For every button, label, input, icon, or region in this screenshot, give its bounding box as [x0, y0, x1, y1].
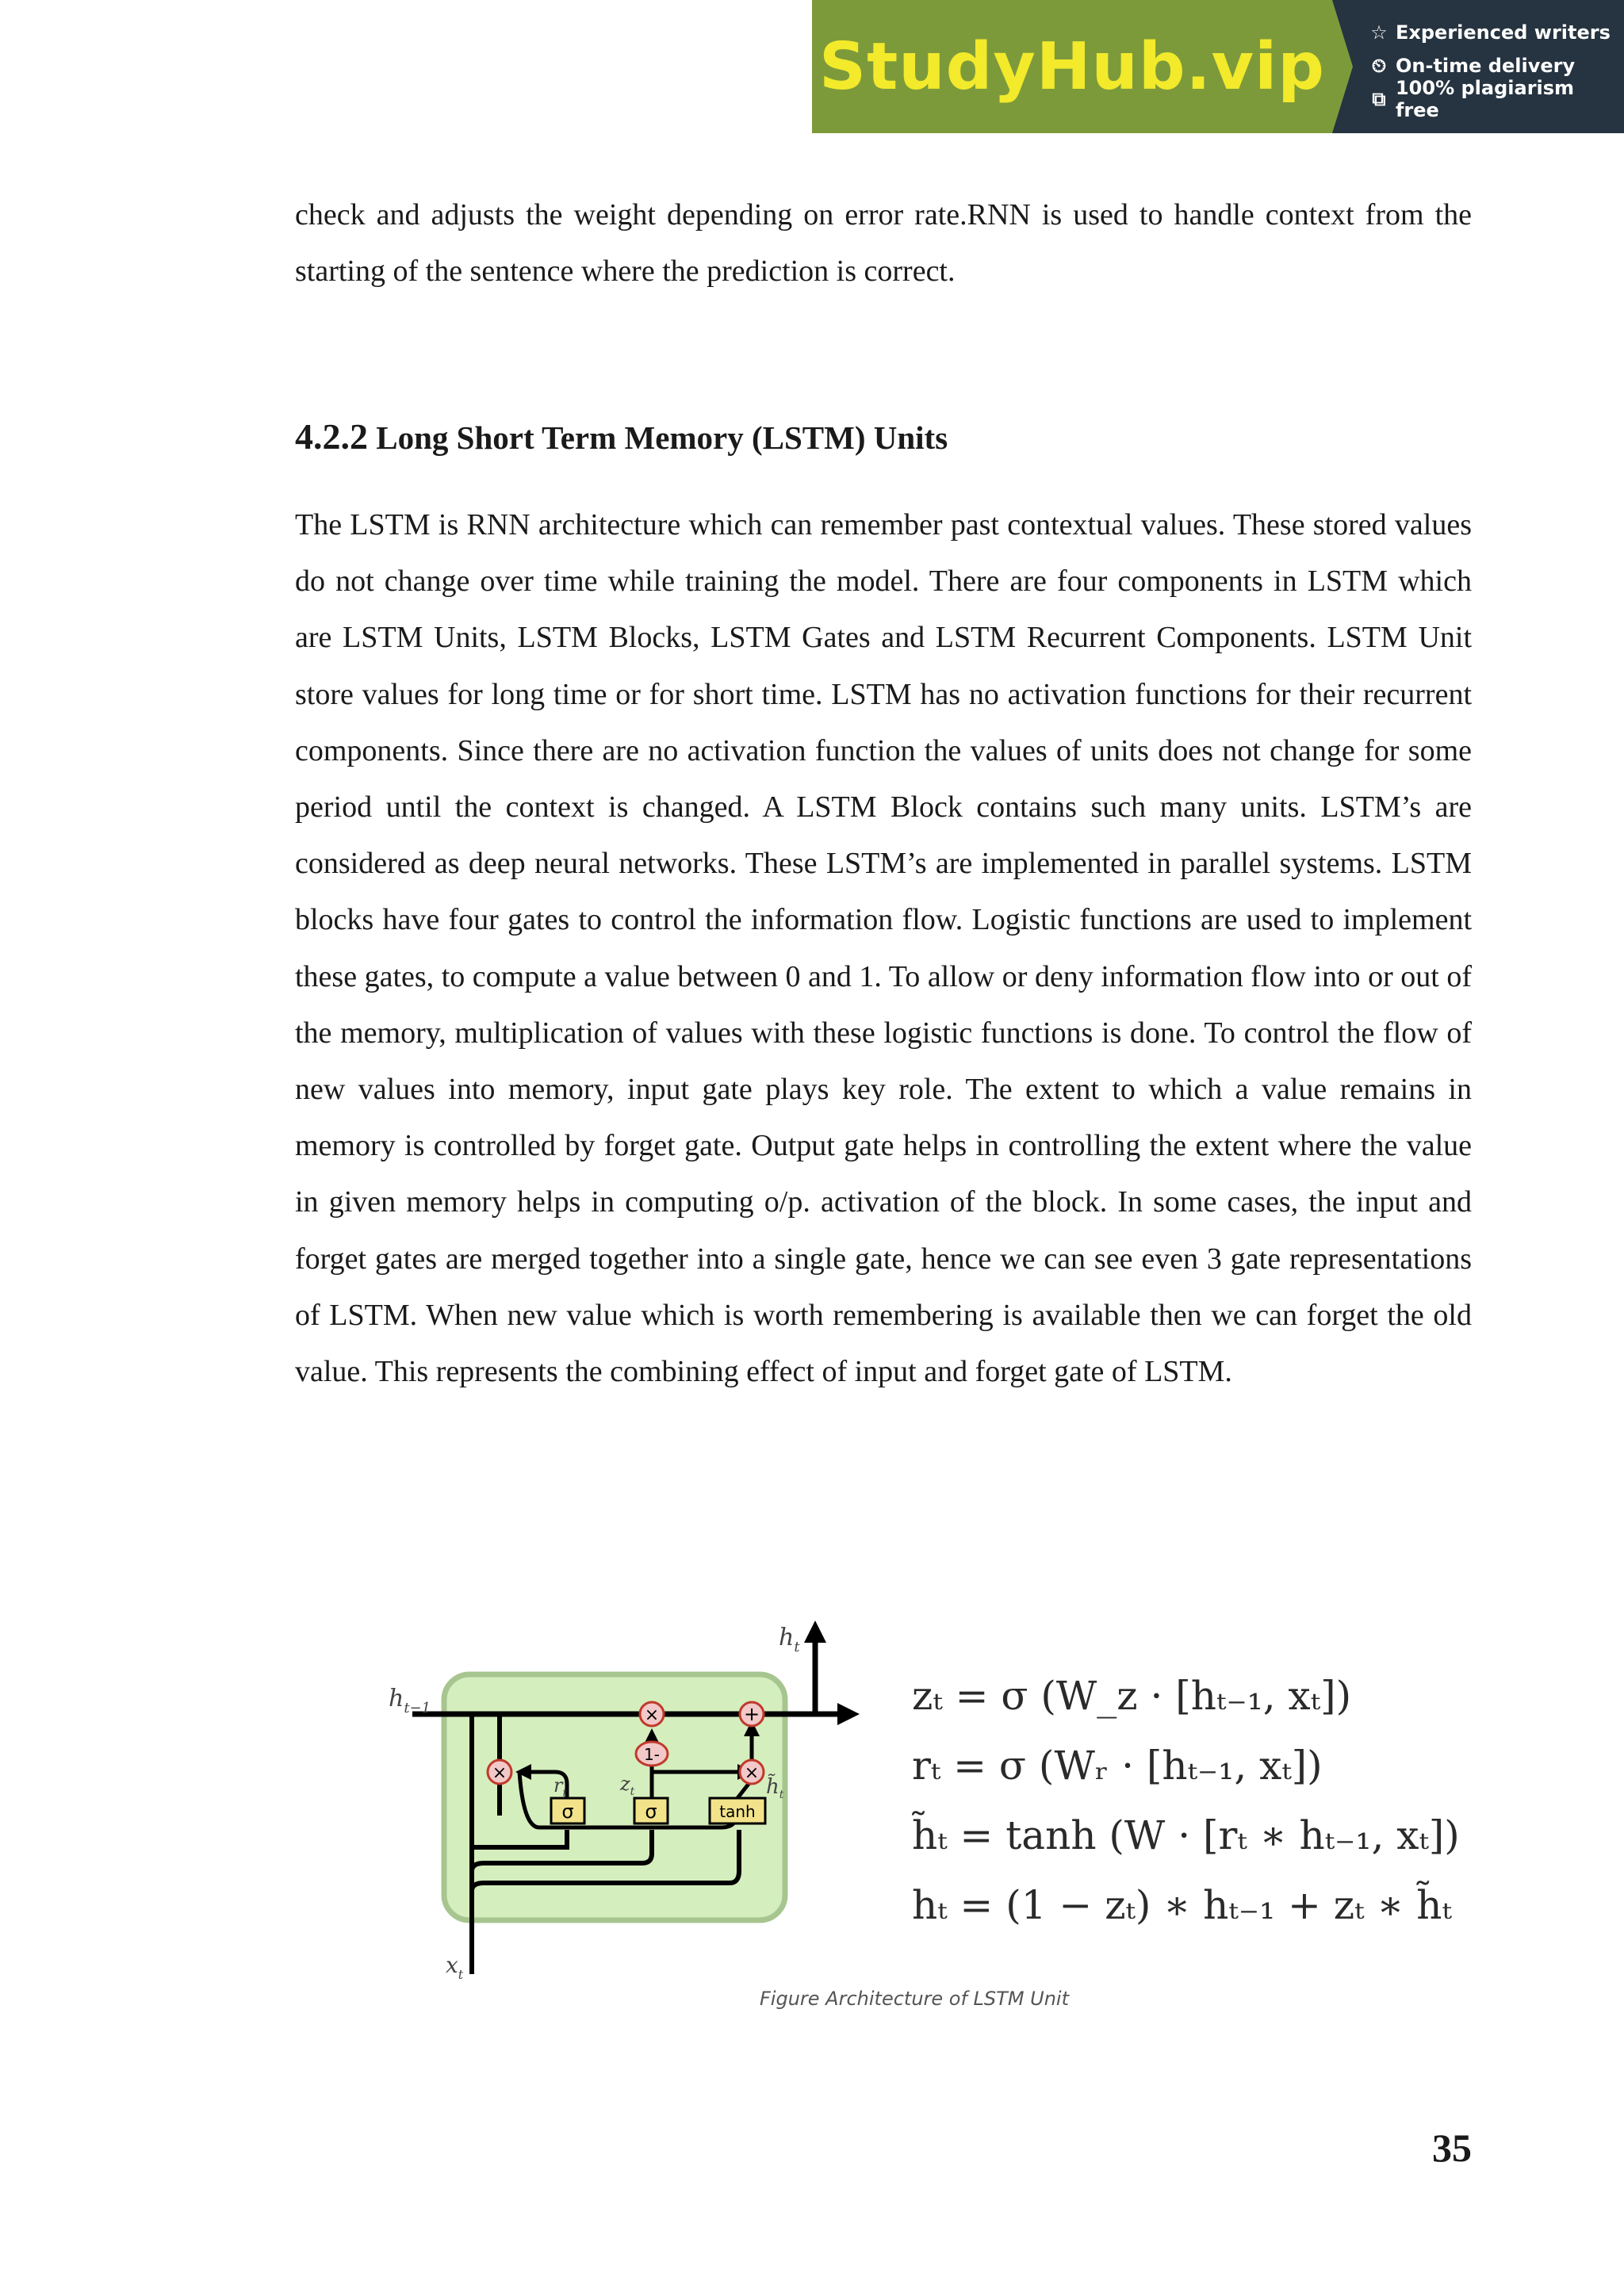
- gru-equations: [912, 1661, 1460, 1940]
- forget-multiply-symbol: ×: [644, 1705, 660, 1725]
- label-h-out: $h_t$: [779, 1624, 800, 1655]
- lstm-unit-diagram: [373, 1617, 912, 1990]
- section-heading: [295, 408, 948, 466]
- banner-chevron: [1332, 0, 1353, 133]
- studyhub-logo[interactable]: [812, 0, 1332, 133]
- label-h-prev: $h_{t-1}$: [389, 1685, 431, 1716]
- paragraph-lstm: The LSTM is RNN architecture which can remember past contextual values. These stored values do not change over time while training the model. There are four components in LSTM which are LSTM Units, LSTM Blocks, LSTM Gates and LSTM Recurrent Components. LSTM Unit store values for long time or for short time. LSTM has no activation functions for their recurrent components. Since there are no activation function the values of units does not change for some period until the context is changed. A LSTM Block contains such many units. LSTM’s are considered as deep neural networks. These LSTM’s are implemented in parallel systems. LSTM blocks have four gates to control the information flow. Logistic functions are used to implement these gates, to compute a value between 0 and 1. To allow or deny information flow into or out of the memory, multiplication of values with these logistic functions is done. To control the flow of new values into memory, input gate plays key role. The extent to which a value remains in memory is controlled by forget gate. Output gate helps in controlling the extent where the value in given memory helps in computing o/p. activation of the block. In some cases, the input and forget gates are merged together into a single gate, hence we can see even 3 gate representations of LSTM. When new value which is worth remembering is available then we can forget the old value. This represents the combining effect of input and forget gate of LSTM.: [295, 508, 1472, 1389]
- feature-plagiarism-free: [1369, 77, 1624, 121]
- studyhub-banner[interactable]: [812, 0, 1624, 133]
- feature-label: On-time delivery: [1396, 55, 1576, 77]
- reset-multiply-symbol: ×: [492, 1763, 508, 1783]
- one-minus-label: 1-: [644, 1745, 660, 1764]
- add-symbol: +: [743, 1703, 760, 1725]
- figure-caption: Figure Architecture of LSTM Unit: [760, 1988, 1070, 2010]
- clock-icon: ⏲: [1371, 55, 1387, 77]
- section-title: Long Short Term Memory (LSTM) Units: [376, 419, 948, 456]
- label-r: $r_t$: [553, 1774, 568, 1800]
- label-x-in: $x_t$: [446, 1952, 464, 1982]
- equation-reset-gate: rₜ = σ (Wᵣ · [hₜ₋₁, xₜ]): [912, 1743, 1323, 1789]
- label-z: $z_t$: [620, 1773, 635, 1798]
- feature-on-time-delivery: [1369, 54, 1624, 78]
- lstm-figure: [373, 1617, 1460, 1990]
- star-icon: ☆: [1370, 21, 1388, 44]
- page-number: 35: [1432, 2126, 1472, 2170]
- update-gate-label: σ: [645, 1800, 657, 1823]
- reset-gate-label: σ: [561, 1800, 574, 1823]
- copy-icon: ⧉: [1372, 88, 1386, 110]
- feature-label: Experienced writers: [1396, 21, 1611, 44]
- tanh-label: tanh: [719, 1802, 756, 1821]
- label-htilde: $h̃_t$: [766, 1775, 784, 1801]
- feature-experienced-writers: [1369, 21, 1624, 44]
- logo-text: StudyHub.vip: [819, 29, 1325, 105]
- update-multiply-symbol: ×: [744, 1763, 760, 1783]
- equation-output: hₜ = (1 − zₜ) ∗ hₜ₋₁ + zₜ ∗ h̃ₜ: [912, 1882, 1452, 1928]
- feature-label: 100% plagiarism free: [1395, 77, 1575, 121]
- equation-candidate: h̃ₜ = tanh (W · [rₜ ∗ hₜ₋₁, xₜ]): [912, 1812, 1460, 1858]
- section-number: 4.2.2: [295, 416, 368, 457]
- banner-features: [1332, 0, 1624, 133]
- paragraph-intro: check and adjusts the weight depending on error rate.RNN is used to handle context from the starting of the sentence where the prediction is correct.: [295, 198, 1472, 289]
- equation-update-gate: zₜ = σ (W_z · [hₜ₋₁, xₜ]): [912, 1673, 1352, 1719]
